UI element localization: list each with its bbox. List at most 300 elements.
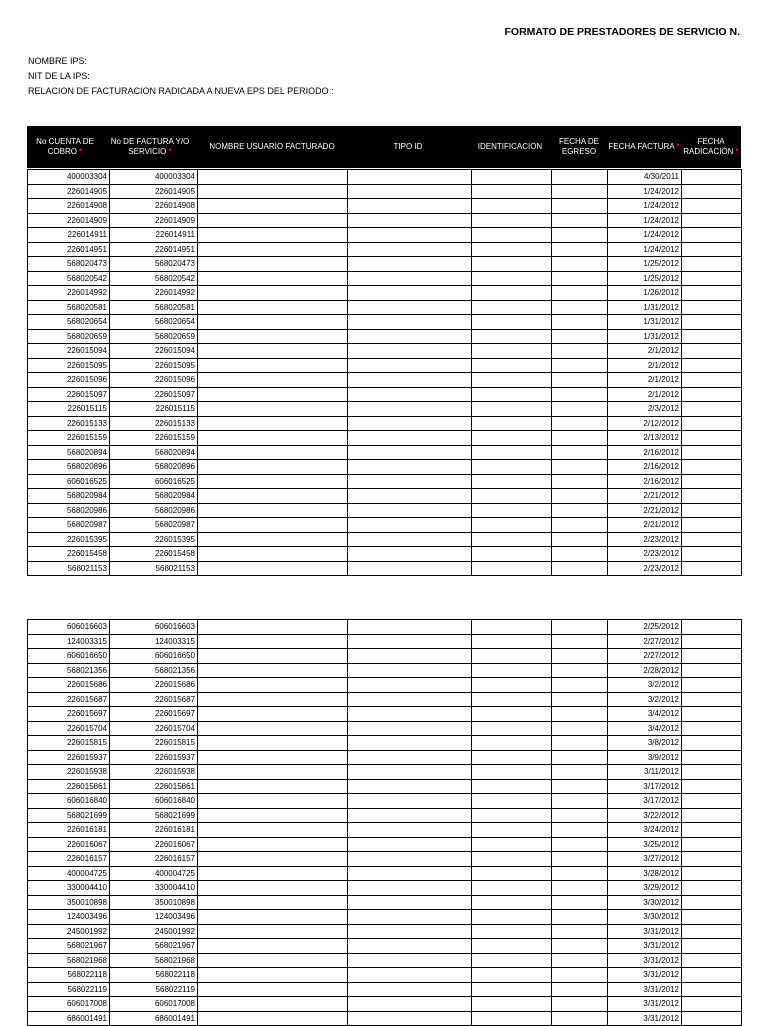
radicacion-cell xyxy=(682,489,742,504)
identificacion-cell xyxy=(472,620,552,635)
nombre-cell xyxy=(198,431,348,446)
cuenta-cell: 330004410 xyxy=(28,881,110,896)
factura-cell: 226014905 xyxy=(110,184,198,199)
nombre-cell xyxy=(198,242,348,257)
cuenta-cell: 568020654 xyxy=(28,315,110,330)
egreso-cell xyxy=(552,895,608,910)
header-nombre: NOMBRE USUARIO FACTURADO xyxy=(209,142,335,151)
identificacion-cell xyxy=(472,692,552,707)
egreso-cell xyxy=(552,547,608,562)
tipo-id-cell xyxy=(348,634,472,649)
identificacion-cell xyxy=(472,474,552,489)
factura-cell: 606017008 xyxy=(110,997,198,1012)
table-row xyxy=(28,895,742,910)
tipo-id-cell xyxy=(348,750,472,765)
egreso-cell xyxy=(552,402,608,417)
table-row xyxy=(28,416,742,431)
radicacion-cell xyxy=(682,228,742,243)
factura-cell: 400004725 xyxy=(110,866,198,881)
factura-cell: 606016525 xyxy=(110,474,198,489)
identificacion-cell xyxy=(472,794,552,809)
tipo-id-cell xyxy=(348,460,472,475)
factura-cell: 226015704 xyxy=(110,721,198,736)
cuenta-cell: 226015097 xyxy=(28,387,110,402)
fecha-factura-cell: 3/4/2012 xyxy=(608,707,682,722)
identificacion-cell xyxy=(472,649,552,664)
cuenta-cell: 606016525 xyxy=(28,474,110,489)
factura-cell: 568021968 xyxy=(110,953,198,968)
cuenta-cell: 606017008 xyxy=(28,997,110,1012)
egreso-cell xyxy=(552,866,608,881)
radicacion-cell xyxy=(682,663,742,678)
factura-cell: 568022118 xyxy=(110,968,198,983)
tipo-id-cell xyxy=(348,707,472,722)
table-row xyxy=(28,489,742,504)
tipo-id-cell xyxy=(348,837,472,852)
egreso-cell xyxy=(552,271,608,286)
header-tipo-id: TIPO ID xyxy=(393,142,423,151)
tipo-id-cell xyxy=(348,765,472,780)
radicacion-cell xyxy=(682,344,742,359)
factura-cell: 226015458 xyxy=(110,547,198,562)
cuenta-cell: 226015458 xyxy=(28,547,110,562)
egreso-cell xyxy=(552,300,608,315)
identificacion-cell xyxy=(472,663,552,678)
table-row xyxy=(28,474,742,489)
radicacion-cell xyxy=(682,286,742,301)
egreso-cell xyxy=(552,184,608,199)
radicacion-cell xyxy=(682,170,742,185)
table-row xyxy=(28,924,742,939)
fecha-factura-cell: 2/23/2012 xyxy=(608,547,682,562)
header-factura: No DE FACTURA Y/O SERVICIO * xyxy=(110,137,190,156)
tipo-id-cell xyxy=(348,620,472,635)
radicacion-cell xyxy=(682,547,742,562)
fecha-factura-cell: 3/22/2012 xyxy=(608,808,682,823)
cuenta-cell: 226014905 xyxy=(28,184,110,199)
radicacion-cell xyxy=(682,765,742,780)
egreso-cell xyxy=(552,373,608,388)
radicacion-cell xyxy=(682,707,742,722)
tipo-id-cell xyxy=(348,228,472,243)
cuenta-cell: 226015704 xyxy=(28,721,110,736)
identificacion-cell xyxy=(472,765,552,780)
identificacion-cell xyxy=(472,968,552,983)
identificacion-cell xyxy=(472,416,552,431)
nombre-cell xyxy=(198,271,348,286)
fecha-factura-cell: 2/25/2012 xyxy=(608,620,682,635)
cuenta-cell: 568020986 xyxy=(28,503,110,518)
identificacion-cell xyxy=(472,213,552,228)
invoice-table-1 xyxy=(27,169,742,576)
cuenta-cell: 226015096 xyxy=(28,373,110,388)
identificacion-cell xyxy=(472,561,552,576)
identificacion-cell xyxy=(472,373,552,388)
cuenta-cell: 568021967 xyxy=(28,939,110,954)
header-fecha-factura: FECHA FACTURA * xyxy=(608,142,680,151)
factura-cell: 330004410 xyxy=(110,881,198,896)
egreso-cell xyxy=(552,416,608,431)
nombre-ips-label: NOMBRE IPS: xyxy=(28,56,88,66)
tipo-id-cell xyxy=(348,997,472,1012)
tipo-id-cell xyxy=(348,736,472,751)
identificacion-cell xyxy=(472,170,552,185)
identificacion-cell xyxy=(472,286,552,301)
header-identificacion: IDENTIFICACION xyxy=(477,142,543,151)
fecha-factura-cell: 3/11/2012 xyxy=(608,765,682,780)
radicacion-cell xyxy=(682,620,742,635)
identificacion-cell xyxy=(472,489,552,504)
tipo-id-cell xyxy=(348,445,472,460)
radicacion-cell xyxy=(682,982,742,997)
factura-cell: 226015686 xyxy=(110,678,198,693)
nombre-cell xyxy=(198,852,348,867)
identificacion-cell xyxy=(472,300,552,315)
factura-cell: 606016650 xyxy=(110,649,198,664)
nombre-cell xyxy=(198,315,348,330)
egreso-cell xyxy=(552,503,608,518)
tipo-id-cell xyxy=(348,518,472,533)
nombre-cell xyxy=(198,997,348,1012)
table-row xyxy=(28,779,742,794)
radicacion-cell xyxy=(682,939,742,954)
tipo-id-cell xyxy=(348,373,472,388)
egreso-cell xyxy=(552,750,608,765)
radicacion-cell xyxy=(682,315,742,330)
factura-cell: 226015938 xyxy=(110,765,198,780)
egreso-cell xyxy=(552,823,608,838)
egreso-cell xyxy=(552,663,608,678)
factura-cell: 124003315 xyxy=(110,634,198,649)
factura-cell: 568020659 xyxy=(110,329,198,344)
cuenta-cell: 226016157 xyxy=(28,852,110,867)
table-row xyxy=(28,968,742,983)
nombre-cell xyxy=(198,358,348,373)
table-row xyxy=(28,750,742,765)
egreso-cell xyxy=(552,881,608,896)
egreso-cell xyxy=(552,344,608,359)
identificacion-cell xyxy=(472,445,552,460)
fecha-factura-cell: 2/27/2012 xyxy=(608,634,682,649)
radicacion-cell xyxy=(682,532,742,547)
radicacion-cell xyxy=(682,692,742,707)
table-row xyxy=(28,445,742,460)
table-row xyxy=(28,242,742,257)
egreso-cell xyxy=(552,199,608,214)
nombre-cell xyxy=(198,373,348,388)
document-title: FORMATO DE PRESTADORES DE SERVICIO N. xyxy=(504,26,740,38)
identificacion-cell xyxy=(472,242,552,257)
nombre-cell xyxy=(198,460,348,475)
cuenta-cell: 226015937 xyxy=(28,750,110,765)
factura-cell: 226014951 xyxy=(110,242,198,257)
fecha-factura-cell: 3/31/2012 xyxy=(608,997,682,1012)
tipo-id-cell xyxy=(348,982,472,997)
fecha-factura-cell: 3/17/2012 xyxy=(608,779,682,794)
identificacion-cell xyxy=(472,678,552,693)
egreso-cell xyxy=(552,620,608,635)
nombre-cell xyxy=(198,547,348,562)
nombre-cell xyxy=(198,823,348,838)
fecha-factura-cell: 3/30/2012 xyxy=(608,910,682,925)
fecha-factura-cell: 3/27/2012 xyxy=(608,852,682,867)
radicacion-cell xyxy=(682,823,742,838)
cuenta-cell: 226014908 xyxy=(28,199,110,214)
cuenta-cell: 606016603 xyxy=(28,620,110,635)
identificacion-cell xyxy=(472,460,552,475)
cuenta-cell: 568020896 xyxy=(28,460,110,475)
cuenta-cell: 226014909 xyxy=(28,213,110,228)
nombre-cell xyxy=(198,663,348,678)
tipo-id-cell xyxy=(348,678,472,693)
fecha-factura-cell: 1/24/2012 xyxy=(608,184,682,199)
fecha-factura-cell: 2/12/2012 xyxy=(608,416,682,431)
cuenta-cell: 226015697 xyxy=(28,707,110,722)
tipo-id-cell xyxy=(348,242,472,257)
tipo-id-cell xyxy=(348,823,472,838)
factura-cell: 226015861 xyxy=(110,779,198,794)
nombre-cell xyxy=(198,1011,348,1026)
fecha-factura-cell: 3/31/2012 xyxy=(608,924,682,939)
egreso-cell xyxy=(552,445,608,460)
table-row xyxy=(28,547,742,562)
factura-cell: 606016603 xyxy=(110,620,198,635)
tipo-id-cell xyxy=(348,184,472,199)
nombre-cell xyxy=(198,649,348,664)
egreso-cell xyxy=(552,692,608,707)
table-row xyxy=(28,315,742,330)
table-row xyxy=(28,199,742,214)
egreso-cell xyxy=(552,794,608,809)
identificacion-cell xyxy=(472,257,552,272)
table-row xyxy=(28,649,742,664)
radicacion-cell xyxy=(682,474,742,489)
identificacion-cell xyxy=(472,953,552,968)
identificacion-cell xyxy=(472,736,552,751)
radicacion-cell xyxy=(682,242,742,257)
table-row xyxy=(28,794,742,809)
fecha-factura-cell: 2/21/2012 xyxy=(608,503,682,518)
cuenta-cell: 226015938 xyxy=(28,765,110,780)
fecha-factura-cell: 3/31/2012 xyxy=(608,1011,682,1026)
table-row xyxy=(28,257,742,272)
factura-cell: 568020473 xyxy=(110,257,198,272)
fecha-factura-cell: 3/29/2012 xyxy=(608,881,682,896)
table-row xyxy=(28,939,742,954)
egreso-cell xyxy=(552,808,608,823)
radicacion-cell xyxy=(682,750,742,765)
fecha-factura-cell: 2/1/2012 xyxy=(608,387,682,402)
fecha-factura-cell: 3/24/2012 xyxy=(608,823,682,838)
radicacion-cell xyxy=(682,794,742,809)
identificacion-cell xyxy=(472,1011,552,1026)
tipo-id-cell xyxy=(348,329,472,344)
cuenta-cell: 226015133 xyxy=(28,416,110,431)
table-row xyxy=(28,532,742,547)
identificacion-cell xyxy=(472,358,552,373)
tipo-id-cell xyxy=(348,852,472,867)
identificacion-cell xyxy=(472,547,552,562)
egreso-cell xyxy=(552,532,608,547)
egreso-cell xyxy=(552,678,608,693)
tipo-id-cell xyxy=(348,416,472,431)
factura-cell: 226016067 xyxy=(110,837,198,852)
nombre-cell xyxy=(198,402,348,417)
identificacion-cell xyxy=(472,750,552,765)
nombre-cell xyxy=(198,692,348,707)
factura-cell: 350010898 xyxy=(110,895,198,910)
fecha-factura-cell: 2/16/2012 xyxy=(608,445,682,460)
cuenta-cell: 606016840 xyxy=(28,794,110,809)
egreso-cell xyxy=(552,358,608,373)
cuenta-cell: 226015687 xyxy=(28,692,110,707)
tipo-id-cell xyxy=(348,895,472,910)
table-row xyxy=(28,1011,742,1026)
egreso-cell xyxy=(552,649,608,664)
table-row xyxy=(28,460,742,475)
fecha-factura-cell: 1/26/2012 xyxy=(608,286,682,301)
egreso-cell xyxy=(552,736,608,751)
egreso-cell xyxy=(552,1011,608,1026)
cuenta-cell: 226015686 xyxy=(28,678,110,693)
radicacion-cell xyxy=(682,779,742,794)
tipo-id-cell xyxy=(348,692,472,707)
radicacion-cell xyxy=(682,678,742,693)
egreso-cell xyxy=(552,982,608,997)
identificacion-cell xyxy=(472,402,552,417)
nombre-cell xyxy=(198,881,348,896)
factura-cell: 226015133 xyxy=(110,416,198,431)
factura-cell: 568020654 xyxy=(110,315,198,330)
invoice-table-2 xyxy=(27,619,742,1026)
nombre-cell xyxy=(198,939,348,954)
egreso-cell xyxy=(552,228,608,243)
egreso-cell xyxy=(552,518,608,533)
radicacion-cell xyxy=(682,895,742,910)
radicacion-cell xyxy=(682,953,742,968)
factura-cell: 226015094 xyxy=(110,344,198,359)
table-row xyxy=(28,402,742,417)
table-row xyxy=(28,736,742,751)
identificacion-cell xyxy=(472,184,552,199)
table-row xyxy=(28,823,742,838)
radicacion-cell xyxy=(682,184,742,199)
radicacion-cell xyxy=(682,649,742,664)
factura-cell: 568020987 xyxy=(110,518,198,533)
nombre-cell xyxy=(198,707,348,722)
tipo-id-cell xyxy=(348,649,472,664)
tipo-id-cell xyxy=(348,489,472,504)
tipo-id-cell xyxy=(348,794,472,809)
identificacion-cell xyxy=(472,823,552,838)
radicacion-cell xyxy=(682,997,742,1012)
tipo-id-cell xyxy=(348,344,472,359)
nombre-cell xyxy=(198,794,348,809)
identificacion-cell xyxy=(472,228,552,243)
factura-cell: 226014909 xyxy=(110,213,198,228)
table-row xyxy=(28,503,742,518)
nombre-cell xyxy=(198,184,348,199)
fecha-factura-cell: 2/21/2012 xyxy=(608,489,682,504)
identificacion-cell xyxy=(472,721,552,736)
identificacion-cell xyxy=(472,837,552,852)
radicacion-cell xyxy=(682,736,742,751)
egreso-cell xyxy=(552,431,608,446)
tipo-id-cell xyxy=(348,561,472,576)
factura-cell: 568021356 xyxy=(110,663,198,678)
radicacion-cell xyxy=(682,387,742,402)
fecha-factura-cell: 2/23/2012 xyxy=(608,561,682,576)
fecha-factura-cell: 2/16/2012 xyxy=(608,460,682,475)
tipo-id-cell xyxy=(348,315,472,330)
identificacion-cell xyxy=(472,808,552,823)
table-row xyxy=(28,358,742,373)
fecha-factura-cell: 3/8/2012 xyxy=(608,736,682,751)
tipo-id-cell xyxy=(348,547,472,562)
fecha-factura-cell: 1/31/2012 xyxy=(608,315,682,330)
egreso-cell xyxy=(552,953,608,968)
radicacion-cell xyxy=(682,910,742,925)
nombre-cell xyxy=(198,765,348,780)
table-row xyxy=(28,170,742,185)
identificacion-cell xyxy=(472,387,552,402)
identificacion-cell xyxy=(472,271,552,286)
cuenta-cell: 568020473 xyxy=(28,257,110,272)
tipo-id-cell xyxy=(348,910,472,925)
tipo-id-cell xyxy=(348,199,472,214)
factura-cell: 568020894 xyxy=(110,445,198,460)
factura-cell: 568021967 xyxy=(110,939,198,954)
factura-cell: 568020542 xyxy=(110,271,198,286)
identificacion-cell xyxy=(472,997,552,1012)
cuenta-cell: 568021699 xyxy=(28,808,110,823)
nombre-cell xyxy=(198,344,348,359)
cuenta-cell: 226014951 xyxy=(28,242,110,257)
radicacion-cell xyxy=(682,213,742,228)
nombre-cell xyxy=(198,489,348,504)
nombre-cell xyxy=(198,721,348,736)
nombre-cell xyxy=(198,968,348,983)
identificacion-cell xyxy=(472,503,552,518)
table-row xyxy=(28,344,742,359)
cuenta-cell: 226015094 xyxy=(28,344,110,359)
tipo-id-cell xyxy=(348,358,472,373)
radicacion-cell xyxy=(682,402,742,417)
table-row xyxy=(28,881,742,896)
cuenta-cell: 568021968 xyxy=(28,953,110,968)
egreso-cell xyxy=(552,997,608,1012)
egreso-cell xyxy=(552,765,608,780)
radicacion-cell xyxy=(682,358,742,373)
header-cuenta: No CUENTA DE COBRO * xyxy=(36,137,94,156)
radicacion-cell xyxy=(682,924,742,939)
tipo-id-cell xyxy=(348,881,472,896)
identificacion-cell xyxy=(472,910,552,925)
table-row xyxy=(28,431,742,446)
tipo-id-cell xyxy=(348,779,472,794)
nombre-cell xyxy=(198,953,348,968)
fecha-factura-cell: 1/24/2012 xyxy=(608,228,682,243)
identificacion-cell xyxy=(472,852,552,867)
egreso-cell xyxy=(552,837,608,852)
egreso-cell xyxy=(552,779,608,794)
fecha-factura-cell: 2/1/2012 xyxy=(608,373,682,388)
nombre-cell xyxy=(198,779,348,794)
radicacion-cell xyxy=(682,431,742,446)
table-row xyxy=(28,692,742,707)
tipo-id-cell xyxy=(348,257,472,272)
nombre-cell xyxy=(198,678,348,693)
